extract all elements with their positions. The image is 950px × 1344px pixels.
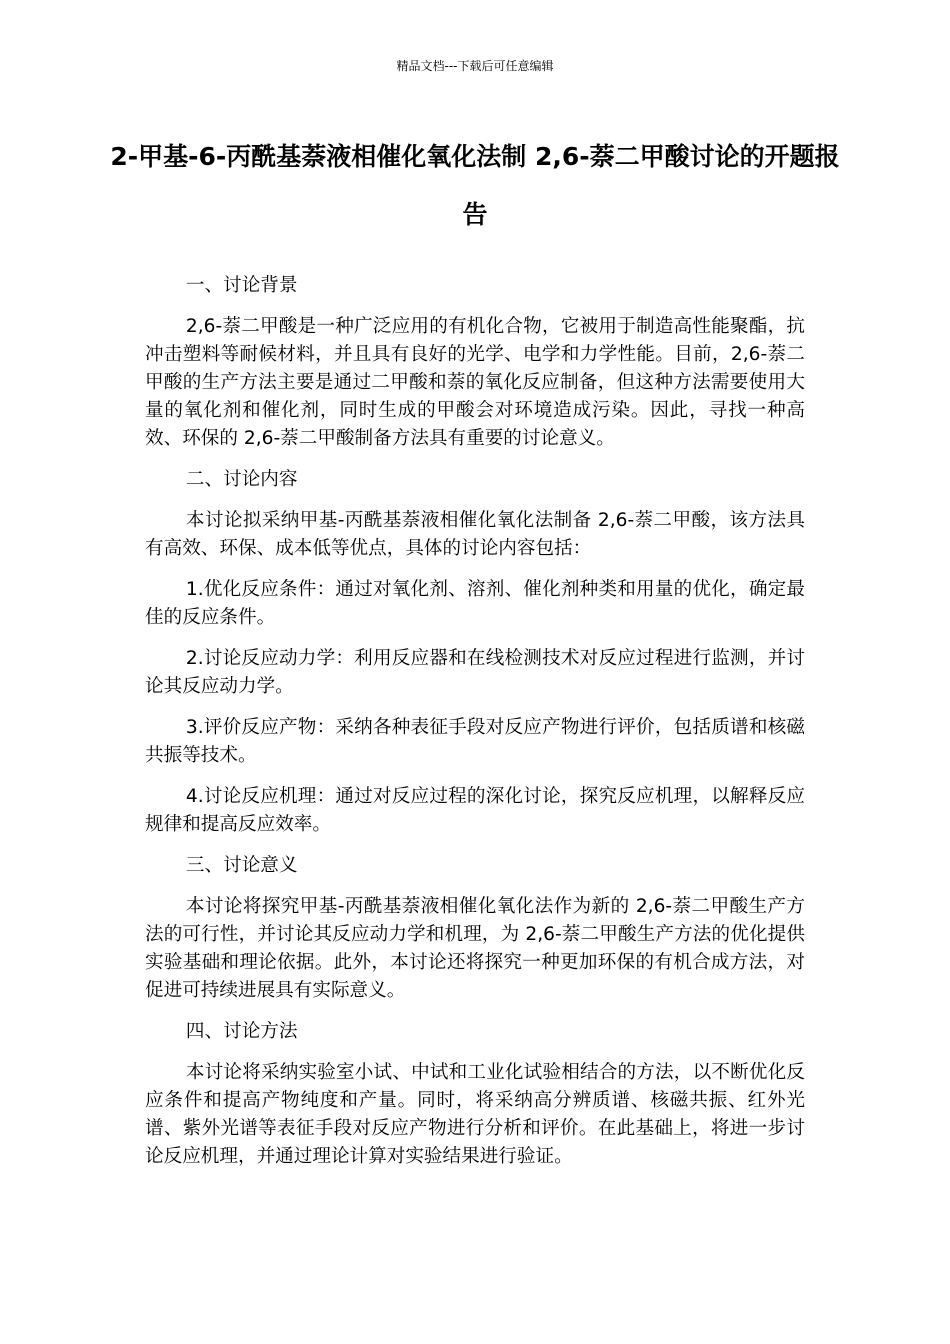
paragraph: 本讨论拟采纳甲基-丙酰基萘液相催化氧化法制备 2,6-萘二甲酸，该方法具有高效、环保、成本低等优点，具体的讨论内容包括： [145, 510, 805, 559]
document-body [145, 272, 805, 1184]
list-item: 2.讨论反应动力学：利用反应器和在线检测技术对反应过程进行监测，并讨论其反应动力学。 [145, 648, 805, 697]
header-note: 精品文档---下载后可任意编辑 [396, 59, 554, 73]
section-heading-significance: 三、讨论意义 [185, 855, 298, 876]
paragraph: 本讨论将采纳实验室小试、中试和工业化试验相结合的方法，以不断优化反应条件和提高产物纯度和产量。同时，将采纳高分辨质谱、核磁共振、红外光谱、紫外光谱等表征手段对反应产物进行分析和评价。在此基础上，将进一步讨论反应机理，并通过理论计算对实验结果进行验证。 [145, 1062, 805, 1167]
section-heading-content: 二、讨论内容 [185, 469, 298, 490]
section-heading-background: 一、讨论背景 [185, 275, 298, 296]
document-title: 2-甲基-6-丙酰基萘液相催化氧化法制 2,6-萘二甲酸讨论的开题报告 [110, 142, 840, 229]
paragraph: 2,6-萘二甲酸是一种广泛应用的有机化合物，它被用于制造高性能聚酯，抗冲击塑料等耐候材料，并且具有良好的光学、电学和力学性能。目前，2,6-萘二甲酸的生产方法主要是通过二甲酸和萘的氧化反应制备，但这种方法需要使用大量的氧化剂和催化剂，同时生成的甲酸会对环境造成污染。因此，寻找一种高效、环保的 2,6-萘二甲酸制备方法具有重要的讨论意义。 [145, 316, 805, 449]
list-item: 3.评价反应产物：采纳各种表征手段对反应产物进行评价，包括质谱和核磁共振等技术。 [145, 717, 805, 766]
list-item: 4.讨论反应机理：通过对反应过程的深化讨论，探究反应机理，以解释反应规律和提高反应效率。 [145, 786, 805, 835]
paragraph: 本讨论将探究甲基-丙酰基萘液相催化氧化法作为新的 2,6-萘二甲酸生产方法的可行性，并讨论其反应动力学和机理，为 2,6-萘二甲酸生产方法的优化提供实验基础和理论依据。此外，本讨论还将探究一种更加环保的有机合成方法，对促进可持续进展具有实际意义。 [145, 896, 805, 1001]
section-heading-methods: 四、讨论方法 [185, 1021, 298, 1042]
list-item: 1.优化反应条件：通过对氧化剂、溶剂、催化剂种类和用量的优化，确定最佳的反应条件。 [145, 579, 805, 628]
